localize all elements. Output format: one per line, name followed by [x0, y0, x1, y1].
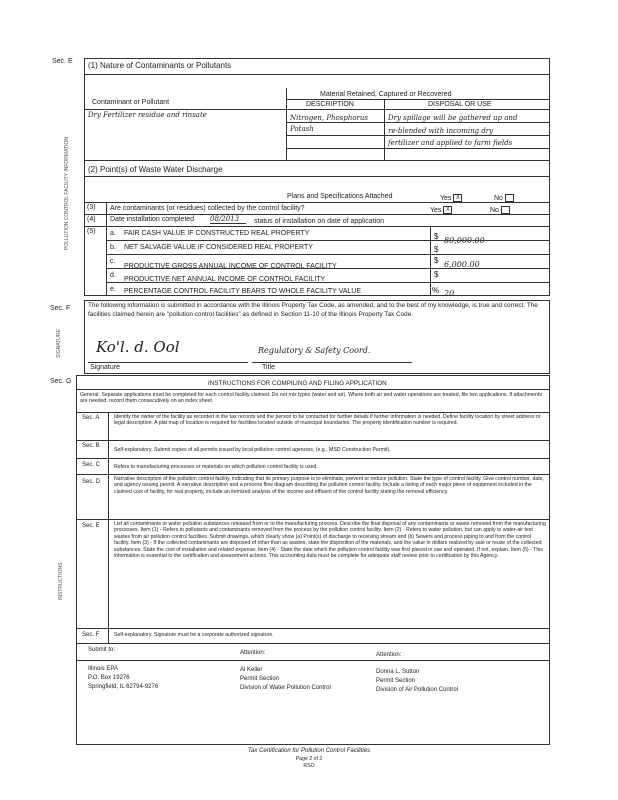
inst-sec-e-text: List all contaminants or water pollution substances released from or to the manufacturing process. Describe the final disposal of any contaminants or waste removed from the manufacturing processes. Item (1) - Refers to pollutants and contaminants removed from the process by the pollution control facility. Item (2) - Refers to water pollution, but can apply to water-air test wastes from air pollution control facilities. Submit drawings, which clearly show (a) Point(s) of discharge to receiving stream and (b) Sewers and process piping to and from the control facility. Item (3) - If the collected contaminants are disposed of other than as wastes, state the disposition of the materials, and the value in dollars realized by sale or reuse of the collected substances. State the cost of installation and related expense. Item (4) - State the date which the pollution control facility was first placed in use and operated. If not, explain. Item (5) - This information is essential to the certification and assessment actions. This accounting data must be complete for adequate staff review prior to certification by this Agency.: [114, 521, 546, 560]
row-c-text: PRODUCTIVE GROSS ANNUAL INCOME OF CONTROL FACILITY: [124, 263, 337, 270]
row-b-letter: b.: [110, 244, 116, 251]
item2-title: (2) Point(s) of Waste Water Discharge: [88, 165, 223, 174]
row-a-letter: a.: [110, 230, 116, 237]
footer-line3: RSO: [303, 763, 315, 769]
footer-line1: Tax Certification for Pollution Control Facilities: [247, 748, 371, 754]
item4-num: (4): [87, 216, 96, 223]
disposal-line1: Dry spillage will be gathered up and: [388, 114, 518, 122]
item3-no-checkbox[interactable]: [501, 206, 510, 214]
item5-num: (5): [87, 228, 96, 235]
sec-e-side-label: POLLUTION CONTROL FACILITY INFORMATION: [64, 137, 70, 250]
dollar-c: $: [434, 256, 439, 265]
item3-yes-label: Yes: [430, 206, 442, 214]
general-text: General: Separate applications must be completed for each control facility claimed. Do not mix types (water and air). Where both air and water operations are treated, file two applications. If attachments are needed, record them consecutively on an index sheet.: [80, 392, 542, 405]
signature-label: Signature: [90, 364, 120, 371]
attention-1-line: Permit Section: [240, 676, 280, 682]
plans-no-checkbox[interactable]: [505, 194, 514, 202]
row-c-value[interactable]: 6,000.00: [444, 260, 480, 269]
instructions-heading: INSTRUCTIONS FOR COMPILING AND FILING APPLICATION: [208, 380, 387, 387]
item3-no-label: No: [490, 206, 499, 214]
dollar-b: $: [434, 245, 439, 254]
sec-e-label: Sec. E: [52, 58, 73, 65]
footer-line2: Page 2 of 2: [295, 756, 323, 762]
attention-label-2: Attention:: [376, 652, 402, 658]
submit-address-line: P.O. Box 19276: [88, 675, 130, 681]
submit-address-line: Springfield, IL 62794-9276: [88, 684, 159, 690]
sec-g-side-label: INSTRUCTIONS: [58, 562, 64, 600]
submit-address: [88, 665, 158, 692]
col-description: DESCRIPTION: [306, 101, 354, 108]
attention-2-line: Division of Air Pollution Control: [376, 687, 459, 693]
plans-no-label: No: [494, 194, 503, 202]
attention-1-line: Al Keller: [240, 667, 263, 673]
col-disposal: DISPOSAL OR USE: [428, 101, 492, 108]
sec-g-label: Sec. G: [50, 378, 72, 385]
row-c-letter: c.: [110, 258, 116, 265]
sec-f-side-label: SIGNATURE: [56, 329, 62, 358]
submit-address-line: Illinois EPA: [88, 666, 118, 672]
row-b-text: NET SALVAGE VALUE IF CONSIDERED REAL PROPERTY: [124, 244, 313, 251]
row-e-value[interactable]: 20: [444, 289, 455, 298]
contaminant-value: Dry Fertilizer residue and rinsate: [88, 111, 207, 119]
item3-text: Are contaminants (or residues) collected by the control facility?: [110, 205, 305, 212]
col-material-header: Material Retained, Captured or Recovered: [320, 91, 452, 98]
item4-status: status of installation on date of application: [254, 218, 384, 225]
disposal-line3: fertilizer and applied to farm fields: [388, 139, 513, 147]
dollar-d: $: [434, 270, 439, 279]
signature-mark: Ko'l. d. Ool: [96, 338, 180, 356]
attention-2-line: Permit Section: [376, 678, 416, 684]
dollar-a: $: [434, 232, 439, 241]
item1-title: (1) Nature of Contaminants or Pollutants: [88, 61, 232, 70]
attention-2-line: Donna L. Sutton: [376, 669, 420, 675]
submit-to-label: Submit to:: [88, 647, 116, 653]
attention-1-block: [240, 666, 331, 693]
item4-date-value[interactable]: 08/2013: [210, 215, 246, 224]
col-contaminant: Contaminant or Pollutant: [92, 99, 170, 106]
inst-sec-a-label: Sec. A: [82, 415, 100, 421]
sec-f-label: Sec. F: [50, 305, 71, 312]
title-label: Title: [262, 364, 275, 371]
attention-2-block: [376, 668, 458, 695]
inst-sec-e-label: Sec. E: [82, 523, 100, 529]
row-a-value[interactable]: 80,000.00: [444, 236, 485, 245]
row-e-letter: e.: [110, 286, 116, 293]
description-line1: Nitrogen, Phosphorus: [290, 114, 368, 122]
inst-sec-c-text: Refers to manufacturing processes or materials on which pollution control facility is used.: [114, 464, 318, 470]
inst-sec-a-text: Identify the owner of the facility as recorded in the tax records and the person to be contacted for further details if further information is needed. Define facility location by street address or legal description. A plat map of location is required for facilities located outside of municipal boundaries. The property identification number is required.: [114, 414, 541, 427]
title-value[interactable]: Regulatory & Safety Coord.: [258, 346, 371, 355]
item3-num: (3): [87, 204, 96, 211]
item4-date-label: Date installation completed: [110, 216, 195, 223]
disposal-line2: re-blended with incoming dry: [388, 127, 494, 135]
inst-sec-d-text: Narrative description of the pollution control facility, indicating that its primary purpose is to eliminate, prevent or reduce pollution. State the type of control facility. Give control number, date, and agency issuing permit. A narrative description and a process flow diagram describing the pollution control facility. Include a listing of each major piece of equipment included in the claimed cost of facility, for real property, include an itemized analysis of the income and effluent of the control facility stating the removal efficiency.: [114, 476, 545, 495]
plans-yes-label: Yes: [440, 194, 452, 202]
plans-yes-checkbox[interactable]: X: [453, 194, 462, 202]
percent-e: %: [432, 286, 440, 295]
inst-sec-b-label: Sec. B: [82, 443, 100, 449]
inst-sec-c-label: Sec. C: [82, 462, 101, 468]
row-a-text: FAIR CASH VALUE IF CONSTRUCTED REAL PROPERTY: [124, 230, 310, 237]
inst-sec-f-label: Sec. F: [82, 632, 100, 638]
row-e-text: PERCENTAGE CONTROL FACILITY BEARS TO WHOLE FACILITY VALUE: [124, 288, 362, 295]
inst-sec-f-text: Self-explanatory. Signature must be a corporate authorized signature.: [114, 632, 274, 638]
item3-yes-checkbox[interactable]: X: [443, 206, 452, 214]
description-line2: Potash: [290, 125, 314, 133]
plans-label: Plans and Specifications Attached: [287, 193, 393, 200]
inst-sec-d-label: Sec. D: [82, 479, 101, 485]
sec-f-text: The following information is submitted in accordance with the Illinois Property Tax Code, as amended, and to the best of my knowledge, is true and correct. The facilities claimed herein are "pollution control facilities" as defined in Section 11-10 of the Illinois Property Tax Code.: [88, 302, 538, 318]
row-d-text: PRODUCTIVE NET ANNUAL INCOME OF CONTROL FACILITY: [124, 276, 326, 283]
attention-label-1: Attention:: [240, 650, 266, 656]
inst-sec-b-text: Self-explanatory. Submit copies of all permits issued by local pollution control agencies, (e.g., MSD Construction Permit).: [114, 447, 391, 453]
sec-e-box: [84, 58, 550, 296]
attention-1-line: Division of Water Pollution Control: [240, 685, 331, 691]
row-d-letter: d.: [110, 272, 116, 279]
